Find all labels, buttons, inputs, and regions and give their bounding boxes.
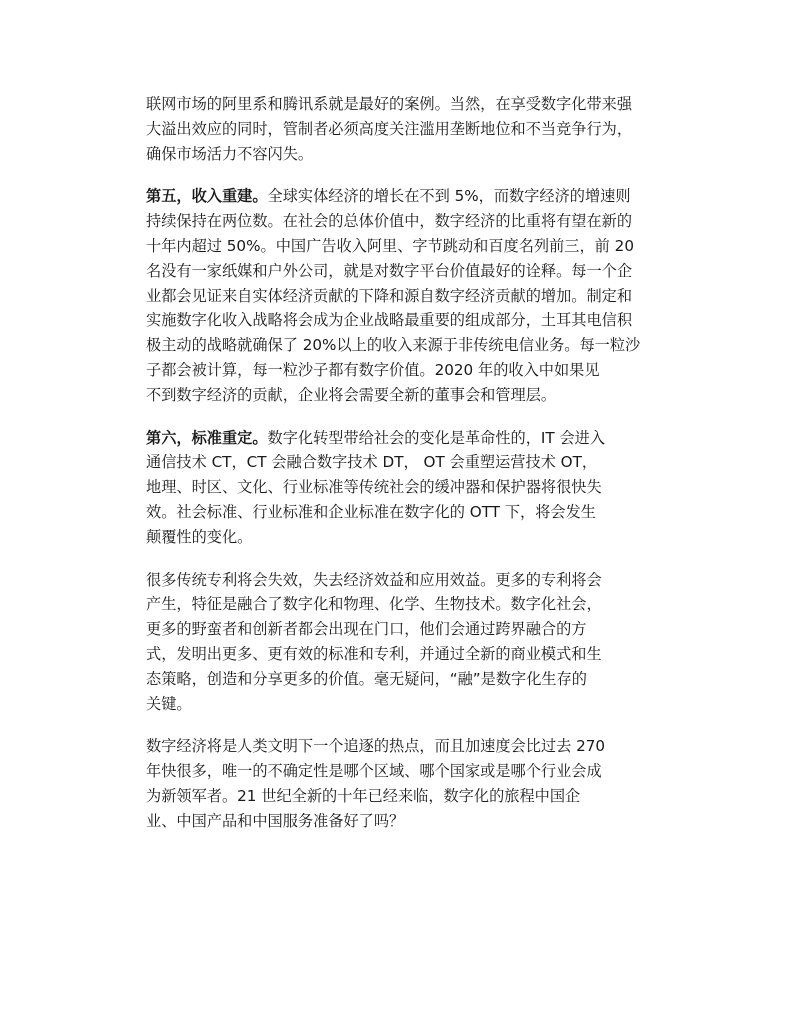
paragraph-revenue-rebuild bbox=[146, 184, 648, 407]
text-line: 十年内超过 50%。中国广告收入阿里、字节跳动和百度名列前三，前 20 bbox=[146, 236, 634, 255]
text-line: 名没有一家纸媒和户外公司，就是对数字平台价值最好的诠释。每一个企 bbox=[146, 261, 632, 280]
text-line: 年快很多，唯一的不确定性是哪个区域、哪个国家或是哪个行业会成 bbox=[146, 762, 602, 781]
section-heading-fifth: 第五，收入重建。 bbox=[146, 187, 268, 206]
text-line: 实施数字化收入战略将会成为企业战略最重要的组成部分，土耳其电信积 bbox=[146, 311, 632, 330]
text-line: 颠覆性的变化。 bbox=[146, 527, 253, 546]
text-line: 大溢出效应的同时，管制者必须高度关注滥用垄断地位和不当竞争行为， bbox=[146, 119, 632, 138]
paragraph-conclusion bbox=[146, 734, 648, 833]
text-line: 态策略，创造和分享更多的价值。毫无疑问，“融”是数字化生存的 bbox=[146, 669, 587, 688]
text-line: 联网市场的阿里系和腾讯系就是最好的案例。当然，在享受数字化带来强 bbox=[146, 95, 632, 113]
text-line-content: 全球实体经济的增长在不到 5%，而数字经济的增速则 bbox=[267, 187, 631, 206]
text-line: 数字经济将是人类文明下一个追逐的热点，而且加速度会比过去 270 bbox=[146, 737, 606, 756]
text-line: 关键。 bbox=[146, 694, 192, 713]
text-line: 地理、时区、文化、行业标准等传统社会的缓冲器和保护器将很快失 bbox=[146, 478, 602, 497]
text-line: 式，发明出更多、更有效的标准和专利，并通过全新的商业模式和生 bbox=[146, 644, 602, 663]
text-line: 通信技术 CT，CT 会融合数字技术 DT， OT 会重塑运营技术 OT， bbox=[146, 453, 598, 472]
text-line: 确保市场活力不容闪失。 bbox=[146, 144, 314, 163]
text-line: 效。社会标准、行业标准和企业标准在数字化的 OTT 下，将会发生 bbox=[146, 502, 596, 521]
text-line: 更多的野蛮者和创新者都会出现在门口，他们会通过跨界融合的方 bbox=[146, 620, 587, 639]
text-line: 持续保持在两位数。在社会的总体价值中，数字经济的比重将有望在新的 bbox=[146, 212, 632, 231]
section-heading-sixth: 第六，标准重定。 bbox=[146, 428, 268, 447]
text-line: 子都会被计算，每一粒沙子都有数字价值。2020 年的收入中如果见 bbox=[146, 360, 600, 379]
text-line: 不到数字经济的贡献，企业将会需要全新的董事会和管理层。 bbox=[146, 385, 557, 404]
paragraph-market-cases bbox=[146, 92, 648, 166]
text-line-content: 数字化转型带给社会的变化是革命性的，IT 会进入 bbox=[267, 428, 606, 447]
text-line: 业都会见证来自实体经济贡献的下降和源自数字经济贡献的增加。制定和 bbox=[146, 286, 632, 305]
text-line bbox=[146, 184, 648, 209]
text-line: 业、中国产品和中国服务准备好了吗？ bbox=[146, 811, 405, 830]
text-line: 产生，特征是融合了数字化和物理、化学、生物技术。数字化社会， bbox=[146, 595, 602, 614]
document-body bbox=[146, 92, 648, 852]
text-line: 极主动的战略就确保了 20%以上的收入来源于非传统电信业务。每一粒沙 bbox=[146, 336, 641, 355]
paragraph-patents bbox=[146, 568, 648, 717]
paragraph-standards-reset bbox=[146, 426, 648, 550]
text-line: 很多传统专利将会失效，失去经济效益和应用效益。更多的专利将会 bbox=[146, 570, 602, 589]
text-line bbox=[146, 426, 648, 451]
text-line: 为新领军者。21 世纪全新的十年已经来临，数字化的旅程中国企 bbox=[146, 786, 581, 805]
